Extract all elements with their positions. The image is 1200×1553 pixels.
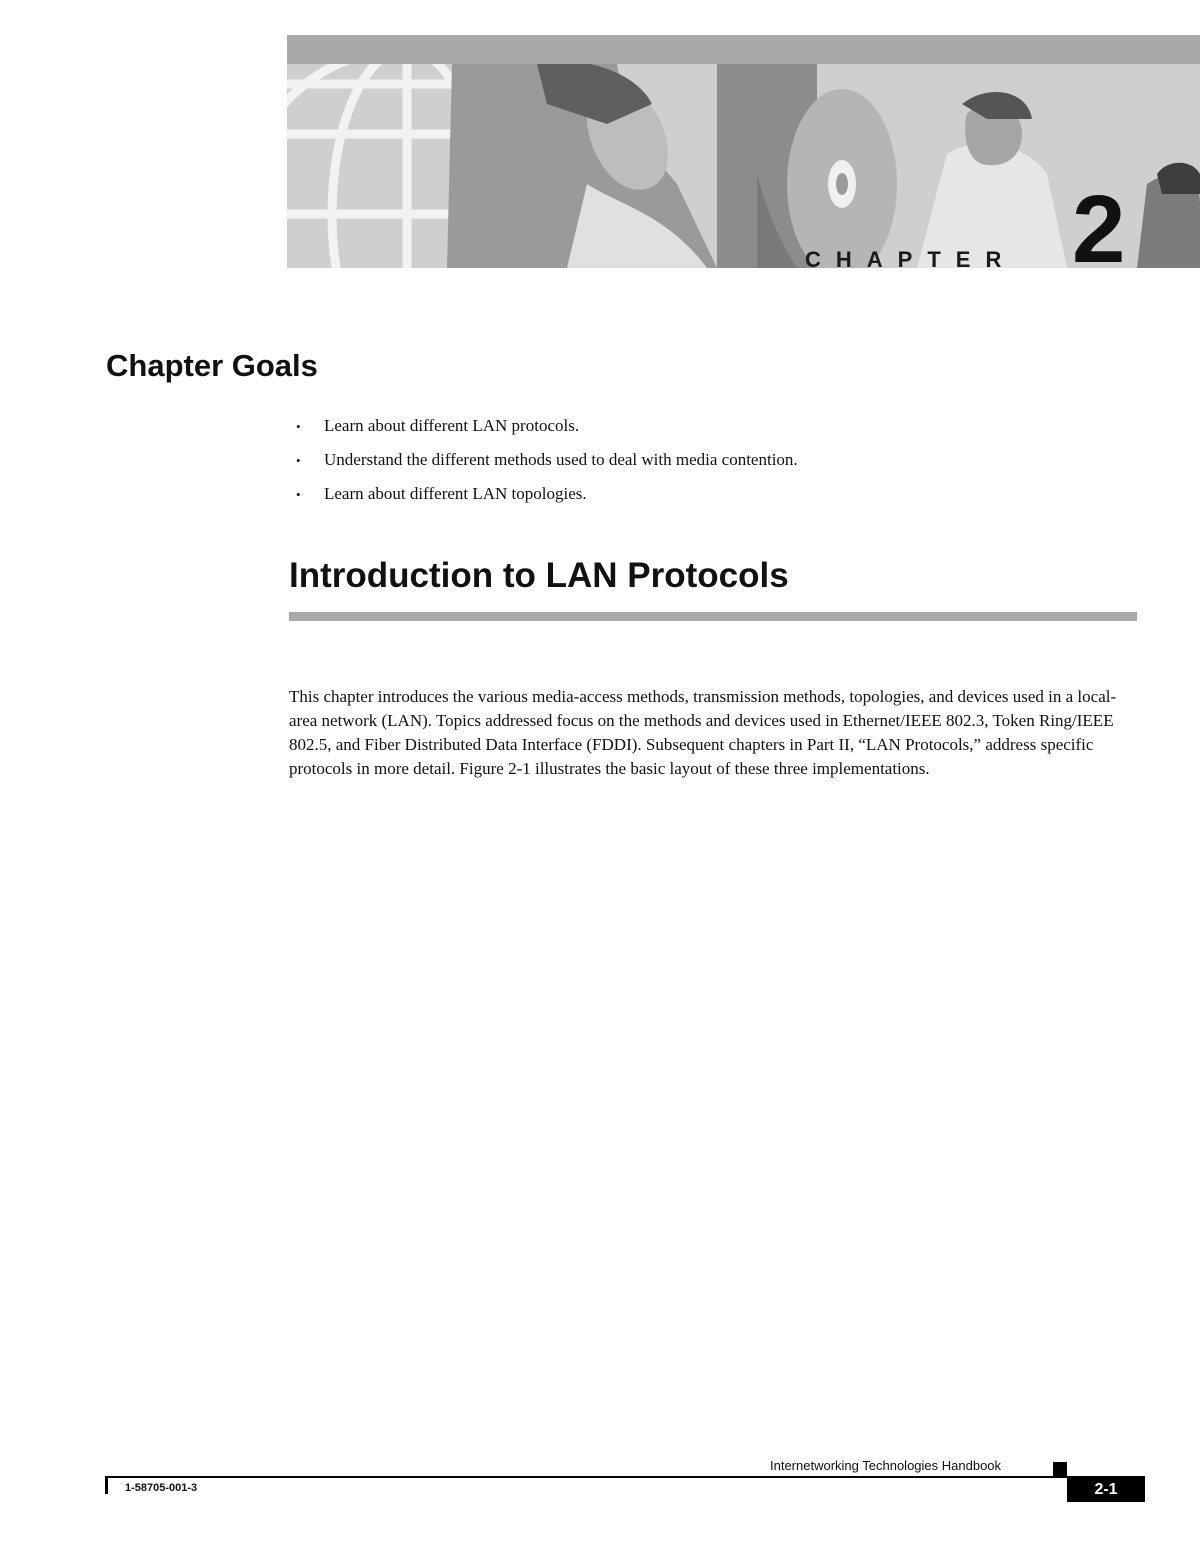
list-item	[296, 477, 798, 511]
bullet-icon: •	[296, 453, 301, 468]
intro-paragraph: This chapter introduces the various media-access methods, transmission methods, topologies, and devices used in a local-area network (LAN). Topics addressed focus on the methods and devices used in Ethernet/IEEE 802.3, Token Ring/IEEE 802.5, and Fiber Distributed Data Interface (FDDI). Subsequent chapters in Part II, “LAN Protocols,” address specific protocols in more detail. Figure 2-1 illustrates the basic layout of these three implementations.	[289, 687, 1117, 778]
banner-illustration	[287, 64, 1200, 268]
chapter-goals-heading: Chapter Goals	[106, 348, 318, 383]
footer-doc-number: 1-58705-001-3	[125, 1482, 198, 1494]
goal-text: Learn about different LAN protocols.	[324, 416, 580, 435]
chapter-label: CHAPTER	[805, 247, 1017, 272]
footer-book-title: Internetworking Technologies Handbook	[770, 1458, 1002, 1473]
footer-divider	[105, 1476, 1145, 1478]
goal-text: Understand the different methods used to deal with media contention.	[324, 450, 798, 469]
footer-tick	[105, 1476, 108, 1494]
page-number: 2-1	[1067, 1478, 1145, 1502]
bullet-icon: •	[296, 419, 301, 434]
list-item	[296, 443, 798, 477]
goal-text: Learn about different LAN topologies.	[324, 484, 587, 503]
footer-marker	[1053, 1462, 1067, 1476]
banner-top-strip	[287, 35, 1200, 64]
list-item	[296, 409, 798, 443]
chapter-goals-list	[296, 409, 798, 511]
chapter-number: 2	[1072, 176, 1126, 283]
section-heading: Introduction to LAN Protocols	[289, 556, 789, 595]
section-divider	[289, 612, 1137, 621]
chapter-banner	[287, 35, 1200, 268]
bullet-icon: •	[296, 487, 301, 502]
